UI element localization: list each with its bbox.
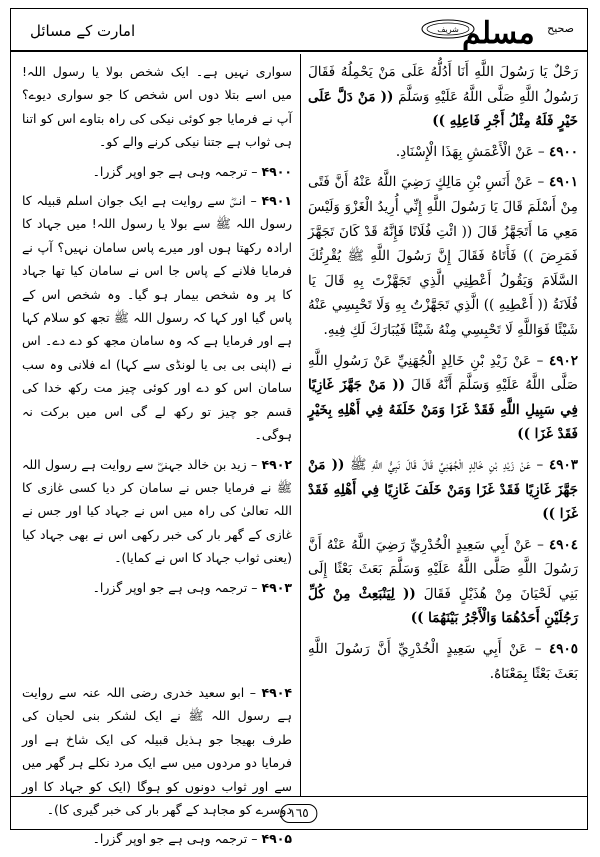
arabic-paragraph: ٤٩٠١ – عَنْ أَنَسِ بْنِ مَالِكٍ رَضِيَ اللَّهُ عَنْهُ أَنَّ فَتًى مِنْ أَسْلَمَ قَالَ يَا رَسُولَ اللَّهِ إِنِّي أُرِيدُ الْغَزْوَ وَلَيْسَ مَعِي مَا أَتَجَهَّزُ قَالَ (( ائْتِ فُلَانًا فَإِنَّهُ قَدْ كَانَ تَجَهَّزَ فَمَرِضَ )) فَأَتَاهُ فَقَالَ إِنَّ رَسُولَ اللَّهِ ﷺ يُقْرِئُكَ السَّلَامَ وَيَقُولُ أَعْطِنِي الَّذِي تَجَهَّزْتَ بِهِ قَالَ يَا فُلَانَةُ (( أَعْطِيهِ )) الَّذِي تَجَهَّزْتُ بِهِ وَلَا تَحْبِسِي عَنْهُ شَيْئًا فَوَاللَّهِ لَا تَحْبِسِي مِنْهُ شَيْئًا فَيُبَارَكَ لَكِ فِيهِ. <box>308 174 578 338</box>
arabic-paragraph: رَحْلٌ يَا رَسُولَ اللَّهِ أَنَا أَدُلُّهُ عَلَى مَنْ يَحْمِلُهُ فَقَالَ رَسُولُ اللَّهِ صَلَّى اللَّهُ عَلَيْهِ وَسَلَّمَ (( مَنْ دَلَّ عَلَى خَيْرٍ فَلَهُ مِثْلُ أَجْرِ فَاعِلِهِ )) <box>308 64 578 130</box>
urdu-paragraph: ۴۹۰۳ – ترجمہ وہی ہے جو اوپر گزرا۔ <box>92 579 292 595</box>
hadith-number: ٤٩٠٣ <box>548 456 578 473</box>
hadith-number: ۴۹۰۲ <box>261 456 292 472</box>
urdu-paragraph: سواری نہیں ہے۔ ایک شخص بولا یا رسول اللہ! میں اسے بتلا دوں اس شخص کا جو سواری دیوے؟ آپ نے فرمایا جو کوئی نیکی کی راہ بتاوے اس کو اتنا ہی ثواب ہے جتنا نیکی کرنے والے کو۔ <box>22 64 292 150</box>
arabic-paragraph: ٤٩٠٠ – عَنْ الْأَعْمَشِ بِهَذَا الْإِسْنَادِ. <box>395 143 578 160</box>
urdu-paragraph: ۴۹۰۱ – انسؓ سے روایت ہے ایک جوان اسلم قبیلہ کا رسول اللہ ﷺ سے بولا یا رسول اللہ! میں جہاد کا ارادہ رکھتا ہوں اور میرے پاس سامان نہیں؟ آپ نے فرمایا فلانے کے پاس جا اس نے سامان کیا تھا جہاد کا پر وہ شخص بیمار ہو گیا۔ وہ شخص اس کے پاس گیا اور کہا کہ رسول اللہ ﷺ تجھ کو سلام کہا ہے اور فرمایا ہے کہ وہ سامان مجھ کو دے دے۔ اس نے (اپنی بی بی یا لونڈی سے کہا) اے فلانی وہ سب سامان اس کو دے اور کوئی چیز مت رکھ خدا کی قسم جو چیز تو رکھ لے گی اس میں برکت نہ ہوگی۔ <box>22 193 292 443</box>
urdu-paragraph: ۴۹۰۲ – زید بن خالد جہنیؓ سے روایت ہے رسول اللہ ﷺ نے فرمایا جس نے سامان کر دیا کسی غازی کا اللہ تعالیٰ کی راہ میں اس نے جہاد کیا اور جس نے غازی کے گھر بار کی خبر رکھی اس نے بھی جہاد کیا (یعنی ثواب جہاد کا اس نے کمایا)۔ <box>22 456 292 566</box>
ornament-icon <box>420 18 476 40</box>
ornament-text: شریف <box>437 25 459 34</box>
hadith-number: ۴۹۰۱ <box>261 193 292 209</box>
page-footer <box>10 796 588 830</box>
urdu-paragraph: ۴۹۰۰ – ترجمہ وہی ہے جو اوپر گزرا۔ <box>92 163 292 179</box>
section-title: امارت کے مسائل <box>30 22 136 40</box>
column-spacer <box>22 605 292 681</box>
hadith-number: ۴۹۰۵ <box>261 831 292 847</box>
hadith-number: ٤٩٠١ <box>548 174 578 191</box>
arabic-paragraph: ٤٩٠٣ – عَنْ زَيْدِ بْنِ خَالِدٍ الْجُهَنِيِّ قَالَ قَالَ نَبِيُّ اللَّهِ ﷺ (( مَنْ جَهَّزَ غَازِيًا فَقَدْ غَزَا وَمَنْ خَلَفَ غَازِيًا فِي أَهْلِهِ فَقَدْ غَزَا )) <box>308 456 578 523</box>
hadith-number: ۴۹۰۰ <box>261 163 292 179</box>
hadith-number: ٤٩٠٤ <box>548 536 578 553</box>
arabic-column <box>308 60 578 692</box>
urdu-paragraph: ۴۹۰۴ – ابو سعید خدری رضی اللہ عنہ سے روایت ہے رسول اللہ ﷺ نے ایک لشکر بنی لحیان کی طرف بھیجا جو ہذیل قبیلہ کی ایک شاخ ہے اور فرمایا دو مردوں میں سے ایک مرد نکلے ہر گھر میں سے اور ثواب دونوں کو ہوگا (ایک کو جہاد کا اور دوسرے کو مجاہد کے گھر بار کی خبر گیری کا)۔ <box>22 684 292 817</box>
column-divider <box>300 54 301 796</box>
urdu-column <box>22 60 292 857</box>
arabic-paragraph: ٤٩٠٥ – عَنْ أَبِي سَعِيدٍ الْخُدْرِيِّ أَنَّ رَسُولَ اللَّهِ بَعَثَ بَعْثًا بِمَعْنَاهُ. <box>308 641 578 682</box>
hadith-number: ٤٩٠٠ <box>548 143 578 160</box>
hadith-number: ۴۹۰۴ <box>261 684 292 700</box>
book-title-prefix: صحیح <box>547 22 574 35</box>
book-title <box>462 10 574 53</box>
arabic-paragraph: ٤٩٠٤ – عَنْ أَبِي سَعِيدٍ الْخُدْرِيِّ رَضِيَ اللَّهُ عَنْهُ أَنَّ رَسُولَ اللَّهِ صَلَّى اللَّهُ عَلَيْهِ وَسَلَّمَ بَعَثَ بَعْثًا إِلَى بَنِي لَحْيَانَ مِنْ هُذَيْلٍ فَقَالَ (( لِيَنْبَعِثْ مِنْ كُلِّ رَجُلَيْنِ أَحَدُهُمَا وَالْأَجْرُ بَيْنَهُمَا )) <box>308 536 579 627</box>
urdu-paragraph: ۴۹۰۵ – ترجمہ وہی ہے جو اوپر گزرا۔ <box>92 831 292 847</box>
hadith-number: ٤٩٠٥ <box>548 641 578 658</box>
hadith-number: ۴۹۰۳ <box>261 579 292 595</box>
page-header <box>10 8 588 52</box>
arabic-paragraph: ٤٩٠٢ – عَنْ زَيْدِ بْنِ خَالِدٍ الْجُهَنِيِّ عَنْ رَسُولِ اللَّهِ صَلَّى اللَّهُ عَلَيْهِ وَسَلَّمَ أَنَّهُ قَالَ (( مَنْ جَهَّزَ غَازِيًا فِي سَبِيلِ اللَّهِ فَقَدْ غَزَا وَمَنْ خَلَفَهُ فِي أَهْلِهِ بِخَيْرٍ فَقَدْ غَزَا )) <box>308 352 578 443</box>
hadith-number: ٤٩٠٢ <box>548 352 578 369</box>
page-number: ١٦٥ <box>280 804 317 823</box>
book-title-main: مسلم <box>461 16 535 51</box>
